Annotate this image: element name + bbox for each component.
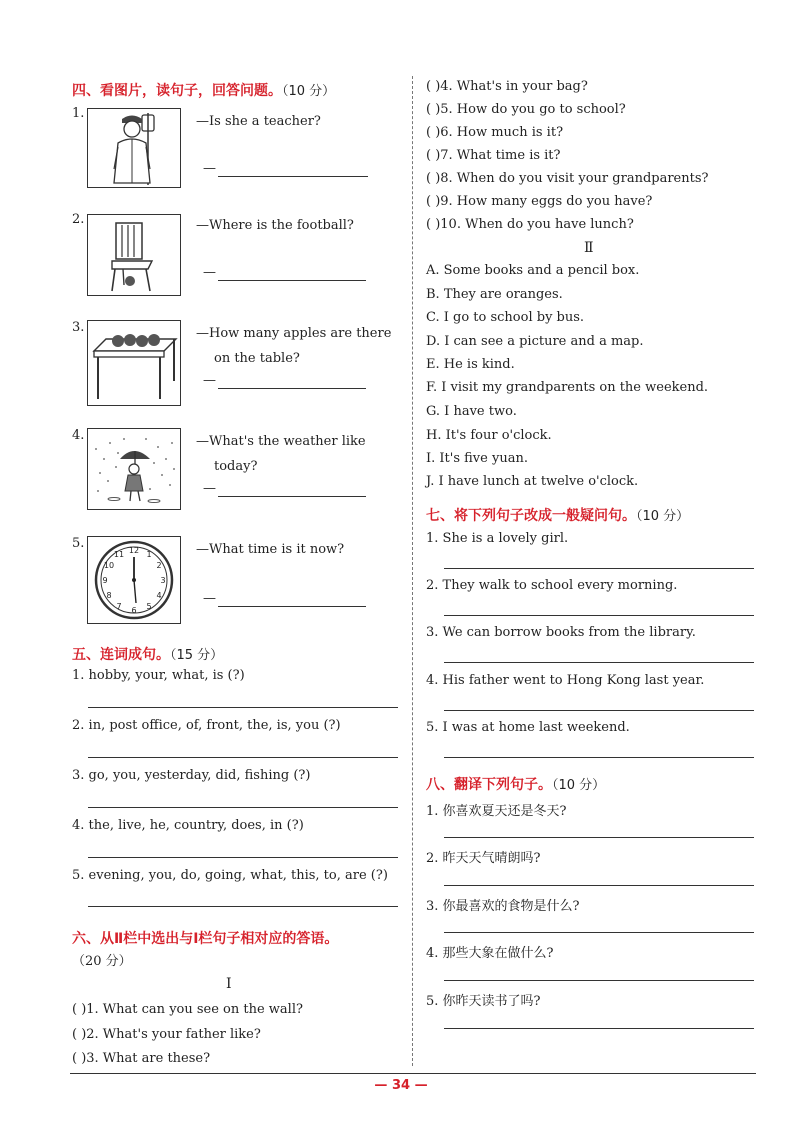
s5-item5: 5. evening, you, do, going, what, this, to, are (?) [72, 868, 388, 883]
s6-col2-item-c: C. I go to school by bus. [426, 310, 585, 325]
s4-item2-number: 2. [72, 212, 85, 227]
svg-text:9: 9 [102, 576, 108, 585]
s8-item5: 5. 你昨天读书了吗? [426, 994, 541, 1009]
s6-col1-item3[interactable]: ( )3. What are these? [72, 1051, 211, 1066]
s7-item3-answer-line[interactable] [444, 662, 754, 663]
s5-item2: 2. in, post office, of, front, the, is, you (?) [72, 718, 341, 733]
chair-icon [87, 214, 181, 296]
s4-item4-dash: — [203, 481, 216, 496]
section7-title: 七、将下列句子改成一般疑问句。（10 分） [426, 508, 690, 524]
s4-item3-answer-line[interactable] [218, 388, 366, 389]
svg-text:5: 5 [146, 602, 152, 611]
s4-item4-answer-line[interactable] [218, 496, 366, 497]
s6-col2-item-d: D. I can see a picture and a map. [426, 334, 644, 349]
s4-item1-dash: — [203, 161, 216, 176]
s7-item1-answer-line[interactable] [444, 568, 754, 569]
s6-col1-item8[interactable]: ( )8. When do you visit your grandparents? [426, 171, 709, 186]
s6-col1-item1[interactable]: ( )1. What can you see on the wall? [72, 1002, 303, 1017]
s6-col1-item10[interactable]: ( )10. When do you have lunch? [426, 217, 634, 232]
s4-item2-answer-line[interactable] [218, 280, 366, 281]
s7-item5-answer-line[interactable] [444, 757, 754, 758]
s4-item5-question: —What time is it now? [196, 542, 345, 557]
s6-col1-item9[interactable]: ( )9. How many eggs do you have? [426, 194, 653, 209]
svg-text:3: 3 [160, 576, 166, 585]
s4-item3-dash: — [203, 373, 216, 388]
s4-item5-number: 5. [72, 536, 85, 551]
table-apples-icon [87, 320, 181, 406]
s7-item5: 5. I was at home last weekend. [426, 720, 630, 735]
svg-text:10: 10 [103, 561, 115, 570]
s4-item5-answer-line[interactable] [218, 606, 366, 607]
s4-item1-answer-line[interactable] [218, 176, 368, 177]
section6-points: （20 分） [72, 954, 132, 969]
s7-item4-answer-line[interactable] [444, 710, 754, 711]
section6-col1-heading: Ⅰ [226, 976, 232, 992]
s4-item2-dash: — [203, 265, 216, 280]
s7-item4: 4. His father went to Hong Kong last year. [426, 673, 705, 688]
s8-item1-answer-line[interactable] [444, 837, 754, 838]
s8-item2-answer-line[interactable] [444, 885, 754, 886]
s7-item1: 1. She is a lovely girl. [426, 531, 569, 546]
s6-col2-item-h: H. It's four o'clock. [426, 428, 552, 443]
s6-col2-item-g: G. I have two. [426, 404, 517, 419]
s4-item2-question: —Where is the football? [196, 218, 354, 233]
s4-item1-question: —Is she a teacher? [196, 114, 321, 129]
nurse-icon [87, 108, 181, 188]
s8-item4-answer-line[interactable] [444, 980, 754, 981]
s8-item3: 3. 你最喜欢的食物是什么? [426, 899, 580, 914]
s5-item3-answer-line[interactable] [88, 807, 398, 808]
s8-item4: 4. 那些大象在做什么? [426, 946, 554, 961]
s4-item4-question: —What's the weather like [196, 434, 366, 449]
s6-col2-item-f: F. I visit my grandparents on the weekend. [426, 380, 709, 395]
page-number: — 34 — [374, 1078, 428, 1093]
s4-item4-question-cont: today? [214, 459, 258, 474]
s7-item2: 2. They walk to school every morning. [426, 578, 678, 593]
section6-col2-heading: Ⅱ [584, 240, 594, 256]
svg-text:7: 7 [116, 602, 122, 611]
s6-col2-item-a: A. Some books and a pencil box. [426, 263, 640, 278]
s7-item3: 3. We can borrow books from the library. [426, 625, 696, 640]
section6-title: 六、从Ⅱ栏中选出与Ⅰ栏句子相对应的答语。 [72, 931, 339, 947]
s5-item1-answer-line[interactable] [88, 707, 398, 708]
s8-item1: 1. 你喜欢夏天还是冬天? [426, 804, 567, 819]
s4-item3-question-cont: on the table? [214, 351, 300, 366]
s5-item3: 3. go, you, yesterday, did, fishing (?) [72, 768, 311, 783]
clock-icon [87, 536, 181, 624]
s6-col1-item2[interactable]: ( )2. What's your father like? [72, 1027, 261, 1042]
svg-text:2: 2 [156, 561, 162, 570]
s4-item3-number: 3. [72, 320, 85, 335]
s8-item2: 2. 昨天天气晴朗吗? [426, 851, 541, 866]
s8-item5-answer-line[interactable] [444, 1028, 754, 1029]
svg-text:4: 4 [156, 591, 162, 600]
s4-item1-number: 1. [72, 106, 85, 121]
s6-col2-item-j: J. I have lunch at twelve o'clock. [426, 474, 639, 489]
s6-col1-item7[interactable]: ( )7. What time is it? [426, 148, 561, 163]
s6-col1-item6[interactable]: ( )6. How much is it? [426, 125, 564, 140]
rain-umbrella-icon [87, 428, 181, 510]
s5-item4-answer-line[interactable] [88, 857, 398, 858]
s5-item1: 1. hobby, your, what, is (?) [72, 668, 245, 683]
s5-item2-answer-line[interactable] [88, 757, 398, 758]
s6-col2-item-e: E. He is kind. [426, 357, 515, 372]
column-divider [412, 76, 413, 1066]
s4-item4-number: 4. [72, 428, 85, 443]
s8-item3-answer-line[interactable] [444, 932, 754, 933]
s7-item2-answer-line[interactable] [444, 615, 754, 616]
svg-text:6: 6 [131, 606, 137, 615]
s5-item5-answer-line[interactable] [88, 906, 398, 907]
s4-item5-dash: — [203, 591, 216, 606]
svg-text:11: 11 [113, 550, 125, 559]
section8-title: 八、翻译下列句子。（10 分） [426, 777, 606, 793]
section4-title: 四、看图片，读句子，回答问题。（10 分） [72, 83, 336, 99]
s6-col2-item-b: B. They are oranges. [426, 287, 563, 302]
s6-col1-item5[interactable]: ( )5. How do you go to school? [426, 102, 626, 117]
s6-col2-item-i: I. It's five yuan. [426, 451, 528, 466]
svg-text:12: 12 [128, 546, 140, 555]
s5-item4: 4. the, live, he, country, does, in (?) [72, 818, 304, 833]
s6-col1-item4[interactable]: ( )4. What's in your bag? [426, 79, 588, 94]
svg-text:8: 8 [106, 591, 112, 600]
footer-rule [70, 1073, 756, 1074]
s4-item3-question: —How many apples are there [196, 326, 392, 341]
section5-title: 五、连词成句。（15 分） [72, 647, 224, 663]
svg-text:1: 1 [146, 550, 152, 559]
